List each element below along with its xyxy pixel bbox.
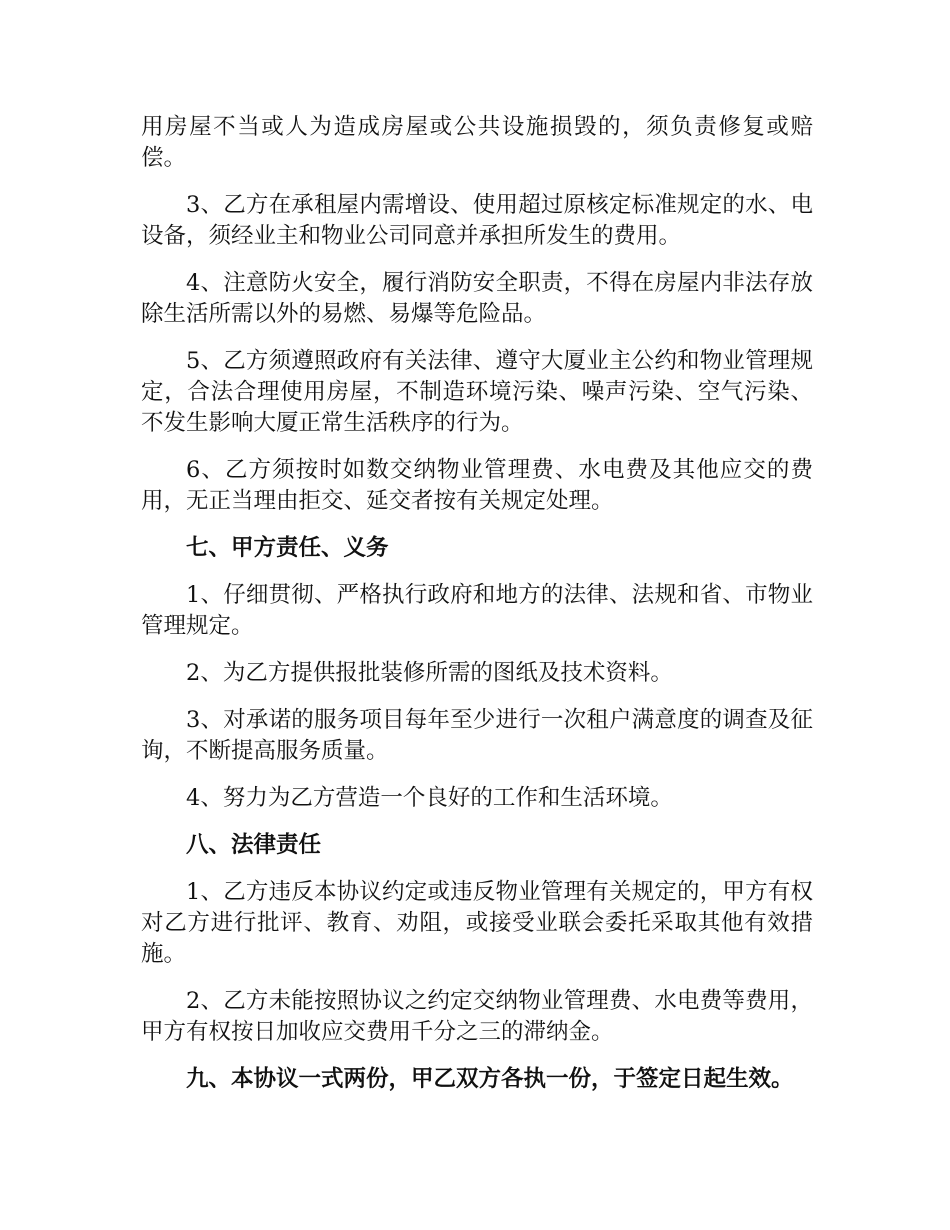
paragraph-clause-4: 4、注意防火安全，履行消防安全职责，不得在房屋内非法存放除生活所需以外的易燃、易爆等危险品。	[141, 270, 813, 327]
section7-item-2: 2、为乙方提供报批装修所需的图纸及技术资料。	[186, 660, 673, 686]
section8-item-1: 1、乙方违反本协议约定或违反物业管理有关规定的，甲方有权对乙方进行批评、教育、劝阻，或接受业联会委托采取其他有效措施。	[141, 879, 813, 967]
section-heading-7: 七、甲方责任、义务	[186, 535, 389, 561]
paragraph-clause-6: 6、乙方须按时如数交纳物业管理费、水电费及其他应交的费用，无正当理由拒交、延交者按有关规定处理。	[141, 457, 813, 514]
section7-item-3: 3、对承诺的服务项目每年至少进行一次租户满意度的调查及征询，不断提高服务质量。	[141, 707, 813, 764]
paragraph-clause-3: 3、乙方在承租屋内需增设、使用超过原核定标准规定的水、电设备，须经业主和物业公司同意并承担所发生的费用。	[141, 192, 813, 249]
section7-item-1: 1、仔细贯彻、严格执行政府和地方的法律、法规和省、市物业管理规定。	[141, 582, 813, 639]
paragraph-continued: 用房屋不当或人为造成房屋或公共设施损毁的，须负责修复或赔偿。	[141, 114, 813, 171]
section7-item-4: 4、努力为乙方营造一个良好的工作和生活环境。	[186, 785, 673, 811]
paragraph-clause-5: 5、乙方须遵照政府有关法律、遵守大厦业主公约和物业管理规定，合法合理使用房屋，不制造环境污染、噪声污染、空气污染、不发生影响大厦正常生活秩序的行为。	[141, 348, 813, 436]
section8-item-2: 2、乙方未能按照协议之约定交纳物业管理费、水电费等费用，甲方有权按日加收应交费用千分之三的滞纳金。	[141, 988, 813, 1045]
document-body	[141, 112, 813, 1111]
section-heading-9: 九、本协议一式两份，甲乙双方各执一份，于签定日起生效。	[186, 1066, 794, 1092]
section-heading-8: 八、法律责任	[186, 832, 322, 858]
